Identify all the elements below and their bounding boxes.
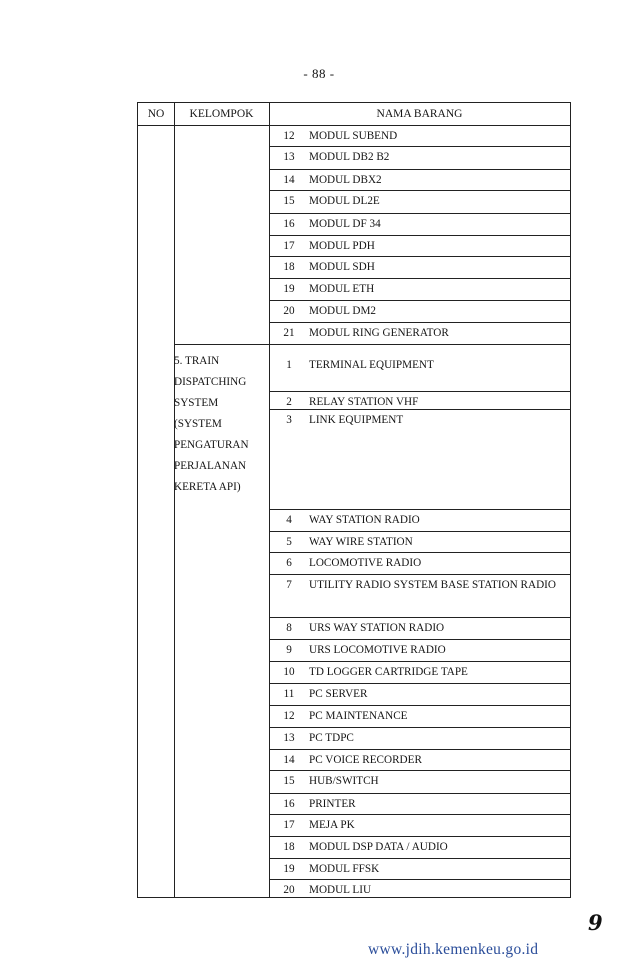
group-label-line: (SYSTEM bbox=[174, 418, 222, 430]
row-number: 14 bbox=[283, 754, 295, 766]
row-rule bbox=[269, 256, 570, 257]
row-rule bbox=[269, 858, 570, 859]
row-item-name: MODUL FFSK bbox=[309, 863, 380, 875]
row-number: 15 bbox=[283, 775, 295, 787]
row-item-name: WAY STATION RADIO bbox=[309, 514, 420, 526]
table-row bbox=[269, 146, 570, 169]
row-item-name: MODUL ETH bbox=[309, 283, 375, 295]
row-item-name: MODUL LIU bbox=[309, 884, 372, 896]
row-rule bbox=[269, 639, 570, 640]
row-number: 13 bbox=[283, 151, 295, 163]
row-number: 19 bbox=[283, 863, 295, 875]
table-row bbox=[269, 190, 570, 213]
table-row bbox=[269, 300, 570, 322]
table-row bbox=[269, 509, 570, 531]
row-number: 13 bbox=[283, 732, 295, 744]
row-rule bbox=[269, 879, 570, 880]
row-number: 8 bbox=[286, 622, 292, 634]
table-row bbox=[269, 683, 570, 705]
row-item-name: MODUL SUBEND bbox=[309, 130, 398, 142]
row-item-name: TERMINAL EQUIPMENT bbox=[309, 359, 434, 371]
row-number: 11 bbox=[283, 688, 295, 700]
table-row bbox=[269, 169, 570, 190]
row-item-name: URS LOCOMOTIVE RADIO bbox=[309, 644, 446, 656]
row-number: 15 bbox=[283, 195, 295, 207]
table-row bbox=[269, 531, 570, 552]
row-number: 17 bbox=[283, 819, 295, 831]
row-number: 18 bbox=[283, 841, 295, 853]
row-number: 12 bbox=[283, 710, 295, 722]
group-label-train-dispatching bbox=[174, 351, 264, 498]
group-label-line: PENGATURAN bbox=[174, 439, 249, 451]
table-row bbox=[269, 858, 570, 879]
row-rule bbox=[269, 235, 570, 236]
group-rule bbox=[174, 344, 570, 345]
row-item-name: RELAY STATION VHF bbox=[309, 396, 419, 408]
row-rule bbox=[269, 169, 570, 170]
row-number: 14 bbox=[283, 174, 295, 186]
table-row bbox=[269, 235, 570, 256]
row-rule bbox=[269, 509, 570, 510]
row-rule bbox=[269, 749, 570, 750]
row-item-name: HUB/SWITCH bbox=[309, 775, 379, 787]
row-rule bbox=[269, 770, 570, 771]
group-label-line: DISPATCHING bbox=[174, 376, 247, 388]
footer-url: www.jdih.kemenkeu.go.id bbox=[368, 941, 539, 958]
row-number: 16 bbox=[283, 798, 295, 810]
table-row bbox=[269, 409, 570, 509]
group-label-line: KERETA API) bbox=[174, 481, 241, 493]
table-row bbox=[269, 278, 570, 300]
row-number: 19 bbox=[283, 283, 295, 295]
row-rule bbox=[269, 322, 570, 323]
row-number: 20 bbox=[283, 305, 295, 317]
group-label-line: 5. TRAIN bbox=[174, 355, 220, 367]
header-no: NO bbox=[147, 108, 165, 120]
row-rule bbox=[269, 683, 570, 684]
row-number: 10 bbox=[283, 666, 295, 678]
row-rule bbox=[269, 391, 570, 392]
row-number: 18 bbox=[283, 261, 295, 273]
column-divider bbox=[174, 103, 175, 897]
row-rule bbox=[269, 300, 570, 301]
table-row bbox=[269, 749, 570, 770]
row-rule bbox=[269, 146, 570, 147]
row-rule bbox=[269, 409, 570, 410]
row-item-name: MODUL DM2 bbox=[309, 305, 377, 317]
table-row bbox=[269, 617, 570, 639]
row-rule bbox=[269, 552, 570, 553]
row-number: 9 bbox=[286, 644, 292, 656]
row-item-name: MODUL DBX2 bbox=[309, 174, 382, 186]
page-number: - 88 - bbox=[303, 66, 335, 81]
table-row bbox=[269, 256, 570, 278]
row-number: 4 bbox=[286, 514, 292, 526]
row-item-name: MODUL DL2E bbox=[309, 195, 380, 207]
row-rule bbox=[269, 727, 570, 728]
table-row bbox=[269, 639, 570, 661]
table-row bbox=[269, 344, 570, 391]
row-number: 7 bbox=[286, 579, 292, 591]
row-item-name: WAY WIRE STATION bbox=[309, 536, 413, 548]
row-number: 2 bbox=[286, 396, 292, 408]
row-number: 3 bbox=[286, 414, 292, 426]
row-rule bbox=[269, 661, 570, 662]
row-item-name: MEJA PK bbox=[309, 819, 355, 831]
row-item-name: URS WAY STATION RADIO bbox=[309, 622, 445, 634]
row-item-name: PC SERVER bbox=[309, 688, 368, 700]
row-item-name: TD LOGGER CARTRIDGE TAPE bbox=[309, 666, 468, 678]
row-item-name: PC TDPC bbox=[309, 732, 354, 744]
row-number: 5 bbox=[286, 536, 292, 548]
table-row bbox=[269, 814, 570, 836]
table-row bbox=[269, 574, 570, 617]
row-item-name: PC MAINTENANCE bbox=[309, 710, 408, 722]
row-number: 1 bbox=[286, 359, 292, 371]
row-rule bbox=[269, 213, 570, 214]
row-number: 6 bbox=[286, 557, 292, 569]
row-rule bbox=[269, 617, 570, 618]
row-rule bbox=[269, 574, 570, 575]
row-item-name: LOCOMOTIVE RADIO bbox=[309, 557, 422, 569]
table-row bbox=[269, 705, 570, 727]
row-rule bbox=[269, 705, 570, 706]
row-item-name: PRINTER bbox=[309, 798, 356, 810]
header-nama-barang: NAMA BARANG bbox=[376, 108, 463, 120]
table-row bbox=[269, 727, 570, 749]
row-rule bbox=[269, 190, 570, 191]
row-rule bbox=[269, 531, 570, 532]
row-number: 12 bbox=[283, 130, 295, 142]
row-item-name: MODUL DF 34 bbox=[309, 218, 381, 230]
table-row bbox=[269, 836, 570, 858]
table-row bbox=[269, 793, 570, 814]
row-number: 16 bbox=[283, 218, 295, 230]
table-row bbox=[269, 125, 570, 146]
row-item-name: PC VOICE RECORDER bbox=[309, 754, 422, 766]
row-item-name: LINK EQUIPMENT bbox=[309, 414, 404, 426]
row-number: 21 bbox=[283, 327, 295, 339]
row-number: 17 bbox=[283, 240, 295, 252]
row-rule bbox=[269, 278, 570, 279]
handwritten-page-mark: 9 bbox=[588, 910, 603, 935]
row-item-name: MODUL PDH bbox=[309, 240, 375, 252]
row-rule bbox=[269, 836, 570, 837]
table-row bbox=[269, 770, 570, 793]
row-rule bbox=[269, 793, 570, 794]
group-label-line: PERJALANAN bbox=[174, 460, 247, 472]
table-row bbox=[269, 661, 570, 683]
row-item-name: UTILITY RADIO SYSTEM BASE STATION RADIO bbox=[309, 579, 556, 591]
table-row bbox=[269, 213, 570, 235]
row-item-name: MODUL DSP DATA / AUDIO bbox=[309, 841, 448, 853]
table-row bbox=[269, 391, 570, 409]
row-item-name: MODUL SDH bbox=[309, 261, 375, 273]
table-row bbox=[269, 552, 570, 574]
row-rule bbox=[269, 814, 570, 815]
group-label-line: SYSTEM bbox=[174, 397, 219, 409]
header-kelompok: KELOMPOK bbox=[189, 108, 254, 120]
row-item-name: MODUL DB2 B2 bbox=[309, 151, 390, 163]
items-table bbox=[137, 102, 571, 898]
row-item-name: MODUL RING GENERATOR bbox=[309, 327, 449, 339]
table-row bbox=[269, 879, 570, 897]
row-number: 20 bbox=[283, 884, 295, 896]
table-row bbox=[269, 322, 570, 344]
